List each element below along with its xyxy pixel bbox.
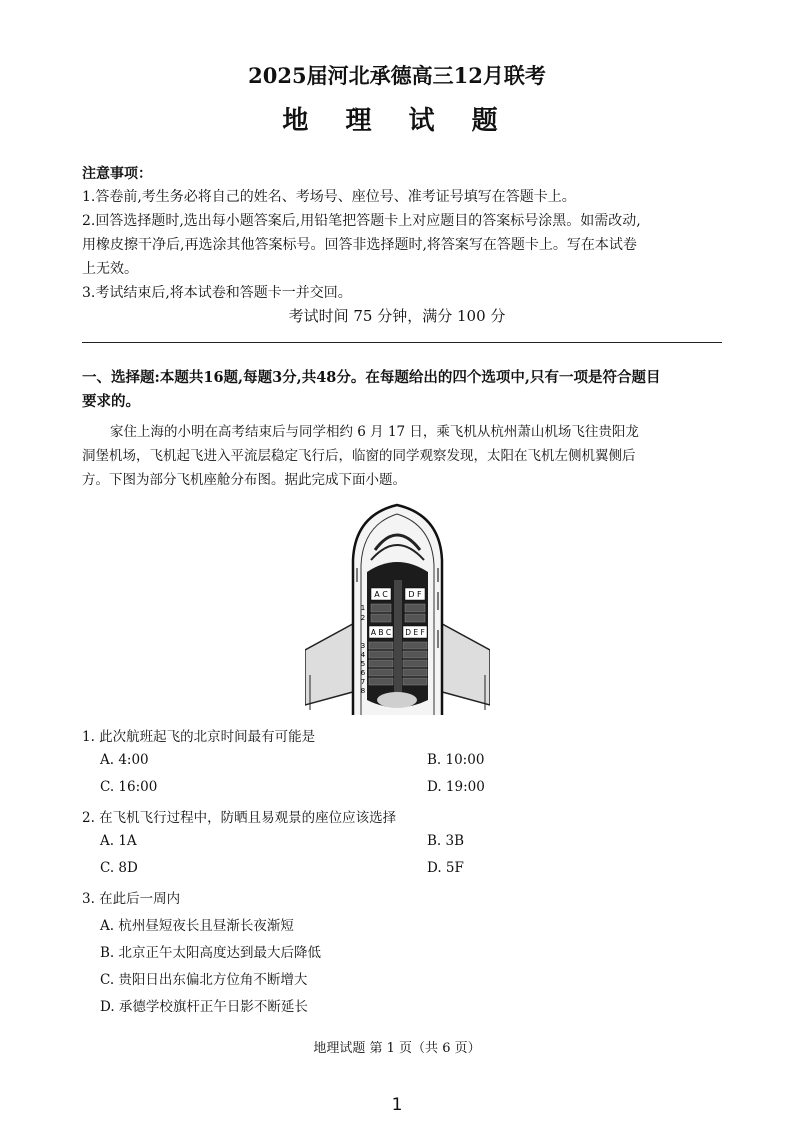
- option: B. 3B: [427, 833, 465, 849]
- page-number: 1: [391, 1095, 403, 1115]
- stem-line: 家住上海的小明在高考结束后与同学相约 6 月 17 日，乘飞机从杭州萧山机场飞往贵阳龙: [110, 424, 639, 440]
- stem-line: 洞堡机场，飞机起飞进入平流层稳定飞行后，临窗的同学观察发现，太阳在飞机左侧机翼侧后: [82, 448, 636, 464]
- row-numbers: [361, 604, 366, 695]
- note-line: 上无效。: [82, 261, 138, 277]
- question-stem: 3. 在此后一周内: [82, 891, 181, 907]
- subject-title: 地 理 试 题: [282, 106, 512, 136]
- row-number: 8: [360, 687, 366, 695]
- row-number: 4: [360, 651, 366, 659]
- row-number: 6: [360, 669, 366, 677]
- option: D. 5F: [427, 860, 464, 876]
- note-line: 用橡皮擦干净后,再选涂其他答案标号。回答非选择题时,将答案写在答题卡上。写在本试卷: [82, 237, 637, 253]
- row-number: 3: [360, 642, 366, 650]
- question-stem: 2. 在飞机飞行过程中，防晒且易观景的座位应该选择: [82, 810, 397, 826]
- notes-heading: 注意事项：: [82, 166, 152, 182]
- exam-time-info: 考试时间 75 分钟，满分 100 分: [288, 307, 506, 325]
- section-heading-line: 一、选择题:本题共16题,每题3分,共48分。在每题给出的四个选项中,只有一项是符合题目: [82, 369, 661, 386]
- cabin-diagram: [305, 500, 490, 715]
- seat-label: A B C: [370, 628, 392, 637]
- note-line: 2.回答选择题时,选出每小题答案后,用铅笔把答题卡上对应题目的答案标号涂黑。如需改动,: [82, 213, 641, 229]
- option: A. 1A: [100, 833, 137, 849]
- option: A. 杭州昼短夜长且昼渐长夜渐短: [100, 918, 294, 934]
- cabin-seat-figure: [305, 500, 490, 715]
- rear-cabin: [377, 692, 417, 708]
- stem-line: 方。下图为部分飞机座舱分布图。据此完成下面小题。: [82, 472, 406, 488]
- note-line: 1.答卷前,考生务必将自己的姓名、考场号、座位号、准考证号填写在答题卡上。: [82, 189, 576, 205]
- note-line: 3.考试结束后,将本试卷和答题卡一并交回。: [82, 285, 352, 301]
- aisle: [394, 580, 402, 700]
- option: A. 4:00: [100, 752, 149, 768]
- option: C. 贵阳日出东偏北方位角不断增大: [100, 972, 308, 988]
- option: B. 北京正午太阳高度达到最大后降低: [100, 945, 322, 961]
- exam-title: 2025届河北承德高三12月联考: [248, 63, 546, 88]
- seat-label: D E F: [405, 628, 425, 637]
- section-heading-line: 要求的。: [82, 393, 140, 410]
- row-number: 7: [360, 678, 366, 686]
- option: C. 8D: [100, 860, 138, 876]
- row-number: 2: [360, 614, 366, 622]
- seat-label: D F: [408, 590, 422, 599]
- option: D. 承德学校旗杆正午日影不断延长: [100, 999, 308, 1015]
- question-stem: 1. 此次航班起飞的北京时间最有可能是: [82, 729, 316, 745]
- option: D. 19:00: [427, 779, 485, 795]
- row-number: 1: [360, 604, 366, 612]
- option: B. 10:00: [427, 752, 485, 768]
- divider: [82, 342, 722, 343]
- page-footer: 地理试题 第 1 页（共 6 页）: [313, 1041, 481, 1056]
- row-number: 5: [360, 660, 366, 668]
- section-heading: [82, 366, 722, 414]
- seat-label: A C: [374, 590, 388, 599]
- option: C. 16:00: [100, 779, 158, 795]
